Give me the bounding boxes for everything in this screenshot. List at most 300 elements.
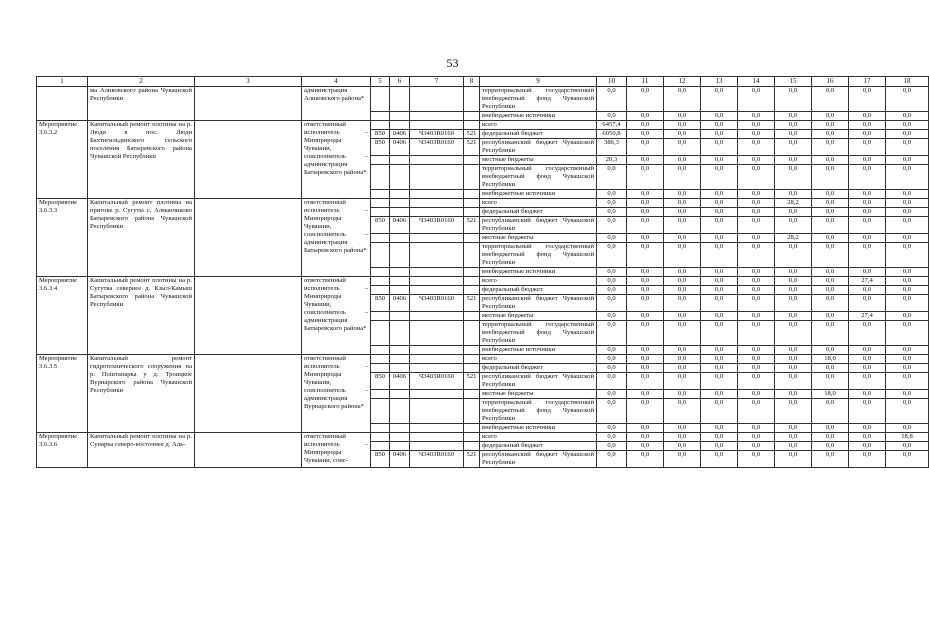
amount-cell: 0,0 [627,295,664,312]
code-vr [464,156,480,165]
amount-cell: 0,0 [849,234,886,243]
code-vr [464,399,480,424]
amount-cell: 0,0 [664,451,701,468]
amount-cell: 0,0 [597,234,627,243]
amount-cell: 0,0 [812,321,849,346]
code-rz [390,321,410,346]
code-csr [410,433,464,442]
amount-cell: 0,0 [775,373,812,390]
funding-source: всего [480,355,597,364]
code-vr: 521 [464,139,480,156]
amount-cell: 0,0 [701,312,738,321]
amount-cell: 0,0 [701,121,738,130]
amount-cell: 20,3 [597,156,627,165]
amount-cell: 0,0 [812,295,849,312]
measure-col3 [195,355,302,433]
amount-cell: 0,0 [849,130,886,139]
amount-cell: 0,0 [775,268,812,277]
column-number-row [37,77,929,87]
amount-cell: 0,0 [701,234,738,243]
amount-cell: 0,0 [664,190,701,199]
amount-cell: 0,0 [886,139,929,156]
amount-cell: 0,0 [664,165,701,190]
amount-cell: 0,0 [738,442,775,451]
code-rz [390,243,410,268]
measure-label: Мероприятие 3.6.3.5 [37,355,88,433]
measure-name: Капитальный ремонт плотины на р. Сунарка северо-восточнее д. Аль- [88,433,195,468]
amount-cell: 0,0 [738,130,775,139]
amount-cell: 0,0 [849,433,886,442]
amount-cell: 0,0 [664,156,701,165]
code-vr [464,112,480,121]
amount-cell: 0,0 [886,424,929,433]
code-vr [464,199,480,208]
amount-cell: 0,0 [849,121,886,130]
funding-source: территориальный государственный внебюджетный фонд Чувашской Республики [480,243,597,268]
code-csr [410,364,464,373]
funding-source: республиканский бюджет Чувашской Республики [480,295,597,312]
code-grbs [371,424,390,433]
code-rz [390,286,410,295]
amount-cell: 0,0 [701,442,738,451]
funding-source: федеральный бюджет [480,208,597,217]
amount-cell: 0,0 [812,130,849,139]
funding-source: федеральный бюджет [480,130,597,139]
amount-cell: 0,0 [812,373,849,390]
amount-cell: 0,0 [849,199,886,208]
measure-col3 [195,121,302,199]
amount-cell: 0,0 [627,199,664,208]
measure-label [37,87,88,121]
amount-cell: 0,0 [886,190,929,199]
amount-cell: 0,0 [886,321,929,346]
amount-cell: 0,0 [627,190,664,199]
amount-cell: 0,0 [738,121,775,130]
amount-cell: 0,0 [849,346,886,355]
amount-cell: 0,0 [627,87,664,112]
code-grbs [371,208,390,217]
amount-cell: 0,0 [849,165,886,190]
code-grbs [371,355,390,364]
code-csr [410,243,464,268]
measure-executor: администрация Аликовского района* [302,87,371,121]
code-grbs [371,433,390,442]
amount-cell: 0,0 [664,373,701,390]
amount-cell: 0,0 [664,234,701,243]
code-csr: Ч3403R0160 [410,217,464,234]
amount-cell: 0,0 [738,243,775,268]
code-grbs: 850 [371,139,390,156]
code-grbs [371,165,390,190]
amount-cell: 0,0 [664,424,701,433]
amount-cell: 0,0 [775,364,812,373]
code-csr [410,208,464,217]
amount-cell: 0,0 [812,399,849,424]
amount-cell: 0,0 [886,295,929,312]
code-vr: 521 [464,295,480,312]
measure-executor: ответственный исполнитель – Минприроды Чувашии, соис- [302,433,371,468]
amount-cell: 0,0 [597,190,627,199]
amount-cell: 18,0 [812,390,849,399]
code-csr [410,268,464,277]
amount-cell: 0,0 [849,424,886,433]
measure-label: Мероприятие 3.6.3.3 [37,199,88,277]
code-rz: 0406 [390,373,410,390]
column-number: 11 [627,77,664,87]
amount-cell: 0,0 [849,268,886,277]
code-rz: 0406 [390,295,410,312]
amount-cell: 0,0 [664,217,701,234]
amount-cell: 0,0 [812,346,849,355]
amount-cell: 18,8 [886,433,929,442]
amount-cell: 0,0 [701,451,738,468]
measure-executor: ответственный исполнитель – Минприроды Чувашии, соисполнитель – администрация Батыревского района* [302,277,371,355]
amount-cell: 0,0 [597,208,627,217]
funding-source: внебюджетные источники [480,190,597,199]
amount-cell: 0,0 [627,277,664,286]
amount-cell: 0,0 [664,139,701,156]
column-number: 8 [464,77,480,87]
code-rz [390,399,410,424]
amount-cell: 0,0 [775,390,812,399]
code-grbs [371,390,390,399]
code-rz [390,355,410,364]
amount-cell: 0,0 [627,442,664,451]
amount-cell: 0,0 [597,286,627,295]
amount-cell: 0,0 [701,321,738,346]
amount-cell: 0,0 [775,286,812,295]
amount-cell: 0,0 [886,286,929,295]
amount-cell: 0,0 [738,433,775,442]
amount-cell: 0,0 [627,112,664,121]
amount-cell: 6050,8 [597,130,627,139]
code-csr [410,190,464,199]
amount-cell: 0,0 [738,295,775,312]
amount-cell: 0,0 [664,87,701,112]
code-rz [390,112,410,121]
budget-table [36,76,929,468]
amount-cell: 0,0 [812,217,849,234]
amount-cell: 0,0 [775,424,812,433]
amount-cell: 0,0 [627,321,664,346]
amount-cell: 0,0 [664,243,701,268]
code-vr: 521 [464,373,480,390]
column-number: 2 [88,77,195,87]
amount-cell: 0,0 [627,451,664,468]
column-number: 3 [195,77,302,87]
amount-cell: 0,0 [701,424,738,433]
amount-cell: 0,0 [738,139,775,156]
amount-cell: 0,0 [597,364,627,373]
amount-cell: 0,0 [738,234,775,243]
code-grbs [371,199,390,208]
amount-cell: 0,0 [775,130,812,139]
amount-cell: 0,0 [701,130,738,139]
amount-cell: 0,0 [775,121,812,130]
amount-cell: 0,0 [701,139,738,156]
amount-cell: 0,0 [812,286,849,295]
amount-cell: 0,0 [849,243,886,268]
code-vr [464,355,480,364]
amount-cell: 0,0 [812,451,849,468]
amount-cell: 0,0 [664,130,701,139]
amount-cell: 0,0 [701,355,738,364]
amount-cell: 0,0 [597,268,627,277]
amount-cell: 0,0 [886,277,929,286]
funding-source: территориальный государственный внебюджетный фонд Чувашской Республики [480,399,597,424]
code-rz [390,199,410,208]
funding-source: федеральный бюджет [480,286,597,295]
code-vr [464,87,480,112]
amount-cell: 0,0 [627,312,664,321]
amount-cell: 0,0 [849,399,886,424]
code-grbs: 850 [371,217,390,234]
amount-cell: 0,0 [627,156,664,165]
amount-cell: 0,0 [849,321,886,346]
column-number: 5 [371,77,390,87]
amount-cell: 0,0 [664,277,701,286]
table-row [37,355,929,364]
amount-cell: 0,0 [812,433,849,442]
amount-cell: 0,0 [738,199,775,208]
amount-cell: 0,0 [886,112,929,121]
amount-cell: 0,0 [597,433,627,442]
code-grbs [371,442,390,451]
amount-cell: 0,0 [849,139,886,156]
code-vr [464,424,480,433]
amount-cell: 0,0 [701,208,738,217]
code-grbs [371,243,390,268]
amount-cell: 0,0 [597,355,627,364]
amount-cell: 0,0 [664,364,701,373]
amount-cell: 0,0 [886,355,929,364]
amount-cell: 0,0 [775,355,812,364]
amount-cell: 0,0 [597,295,627,312]
amount-cell: 0,0 [738,277,775,286]
amount-cell: 6457,4 [597,121,627,130]
amount-cell: 0,0 [738,112,775,121]
amount-cell: 0,0 [812,277,849,286]
amount-cell: 0,0 [738,373,775,390]
code-rz: 0406 [390,217,410,234]
amount-cell: 0,0 [775,156,812,165]
amount-cell: 0,0 [775,346,812,355]
amount-cell: 0,0 [627,286,664,295]
code-grbs [371,156,390,165]
amount-cell: 0,0 [627,364,664,373]
column-number: 10 [597,77,627,87]
amount-cell: 0,0 [597,321,627,346]
funding-source: территориальный государственный внебюджетный фонд Чувашской Республики [480,321,597,346]
code-grbs [371,346,390,355]
amount-cell: 0,0 [812,312,849,321]
code-grbs: 850 [371,295,390,312]
amount-cell: 0,0 [738,190,775,199]
amount-cell: 0,0 [775,190,812,199]
amount-cell: 0,0 [775,243,812,268]
amount-cell: 0,0 [775,451,812,468]
code-rz [390,268,410,277]
amount-cell: 0,0 [701,399,738,424]
code-vr [464,268,480,277]
amount-cell: 0,0 [664,433,701,442]
amount-cell: 0,0 [812,364,849,373]
column-number: 12 [664,77,701,87]
funding-source: федеральный бюджет [480,442,597,451]
code-rz: 0406 [390,130,410,139]
code-rz [390,312,410,321]
amount-cell: 28,2 [775,199,812,208]
amount-cell: 0,0 [812,190,849,199]
amount-cell: 0,0 [886,243,929,268]
code-vr [464,321,480,346]
amount-cell: 0,0 [775,433,812,442]
amount-cell: 0,0 [701,364,738,373]
funding-source: внебюджетные источники [480,424,597,433]
amount-cell: 0,0 [812,268,849,277]
funding-source: внебюджетные источники [480,268,597,277]
measure-name: Капитальный ремонт плотины на притоке р. Сугуты с. Алманчиково Батыревского района Чувашской Республики [88,199,195,277]
measure-col3 [195,87,302,121]
amount-cell: 0,0 [664,399,701,424]
funding-source: территориальный государственный внебюджетный фонд Чувашской Республики [480,165,597,190]
code-csr [410,112,464,121]
funding-source: местные бюджеты [480,390,597,399]
code-vr [464,243,480,268]
amount-cell: 0,0 [775,321,812,346]
code-csr [410,442,464,451]
amount-cell: 0,0 [597,217,627,234]
amount-cell: 0,0 [701,112,738,121]
amount-cell: 0,0 [886,390,929,399]
amount-cell: 386,3 [597,139,627,156]
amount-cell: 0,0 [775,277,812,286]
amount-cell: 0,0 [849,442,886,451]
amount-cell: 0,0 [597,199,627,208]
amount-cell: 0,0 [886,312,929,321]
amount-cell: 0,0 [886,442,929,451]
code-vr [464,364,480,373]
code-rz [390,165,410,190]
amount-cell: 0,0 [849,373,886,390]
code-csr [410,87,464,112]
code-csr [410,312,464,321]
amount-cell: 0,0 [627,121,664,130]
amount-cell: 0,0 [775,399,812,424]
amount-cell: 0,0 [886,87,929,112]
amount-cell: 0,0 [775,295,812,312]
amount-cell: 0,0 [812,139,849,156]
amount-cell: 0,0 [812,87,849,112]
amount-cell: 0,0 [701,433,738,442]
code-csr [410,165,464,190]
amount-cell: 0,0 [627,433,664,442]
amount-cell: 0,0 [775,139,812,156]
code-grbs [371,321,390,346]
amount-cell: 0,0 [664,390,701,399]
amount-cell: 0,0 [738,424,775,433]
measure-executor: ответственный исполнитель – Минприроды Чувашии, соисполнитель – администрация Вурнарского района* [302,355,371,433]
code-rz [390,208,410,217]
amount-cell: 0,0 [664,442,701,451]
code-csr [410,424,464,433]
amount-cell: 0,0 [886,373,929,390]
amount-cell: 0,0 [597,442,627,451]
code-vr: 521 [464,130,480,139]
code-grbs [371,190,390,199]
amount-cell: 27,4 [849,312,886,321]
code-vr [464,286,480,295]
code-csr [410,121,464,130]
code-rz [390,364,410,373]
code-rz [390,87,410,112]
amount-cell: 0,0 [701,286,738,295]
amount-cell: 0,0 [627,139,664,156]
measure-name: Капитальный ремонт плотины на р. Сугутка севернее д. Кзыл-Камыш Батыревского района Чувашской Республики [88,277,195,355]
amount-cell: 0,0 [849,87,886,112]
code-vr [464,121,480,130]
amount-cell: 0,0 [738,208,775,217]
code-grbs [371,87,390,112]
funding-source: местные бюджеты [480,234,597,243]
amount-cell: 0,0 [701,165,738,190]
amount-cell: 0,0 [775,217,812,234]
code-grbs [371,112,390,121]
amount-cell: 0,0 [849,190,886,199]
amount-cell: 0,0 [775,208,812,217]
amount-cell: 0,0 [886,217,929,234]
amount-cell: 0,0 [597,312,627,321]
amount-cell: 0,0 [664,355,701,364]
funding-source: территориальный государственный внебюджетный фонд Чувашской Республики [480,87,597,112]
amount-cell: 0,0 [627,217,664,234]
code-csr [410,156,464,165]
code-vr [464,346,480,355]
amount-cell: 0,0 [886,451,929,468]
column-number: 14 [738,77,775,87]
code-csr: Ч3403R0160 [410,130,464,139]
amount-cell: 0,0 [664,286,701,295]
amount-cell: 0,0 [812,199,849,208]
measure-label: Мероприятие 3.6.3.2 [37,121,88,199]
table-row [37,277,929,286]
measure-label: Мероприятие 3.6.3.6 [37,433,88,468]
code-vr: 521 [464,217,480,234]
amount-cell: 0,0 [664,208,701,217]
code-csr: Ч3403R0160 [410,451,464,468]
amount-cell: 0,0 [664,295,701,312]
code-rz [390,346,410,355]
measure-executor: ответственный исполнитель – Минприроды Чувашии, соисполнитель – администрация Батыревского района* [302,121,371,199]
amount-cell: 0,0 [886,130,929,139]
amount-cell: 0,0 [597,424,627,433]
amount-cell: 0,0 [664,268,701,277]
code-grbs: 850 [371,130,390,139]
funding-source: всего [480,433,597,442]
amount-cell: 0,0 [597,112,627,121]
code-rz [390,156,410,165]
amount-cell: 0,0 [597,399,627,424]
amount-cell: 0,0 [886,364,929,373]
code-rz [390,234,410,243]
funding-source: внебюджетные источники [480,112,597,121]
amount-cell: 0,0 [812,121,849,130]
amount-cell: 0,0 [849,286,886,295]
funding-source: всего [480,199,597,208]
column-number: 4 [302,77,371,87]
funding-source: республиканский бюджет Чувашской Республики [480,139,597,156]
table-row [37,433,929,442]
